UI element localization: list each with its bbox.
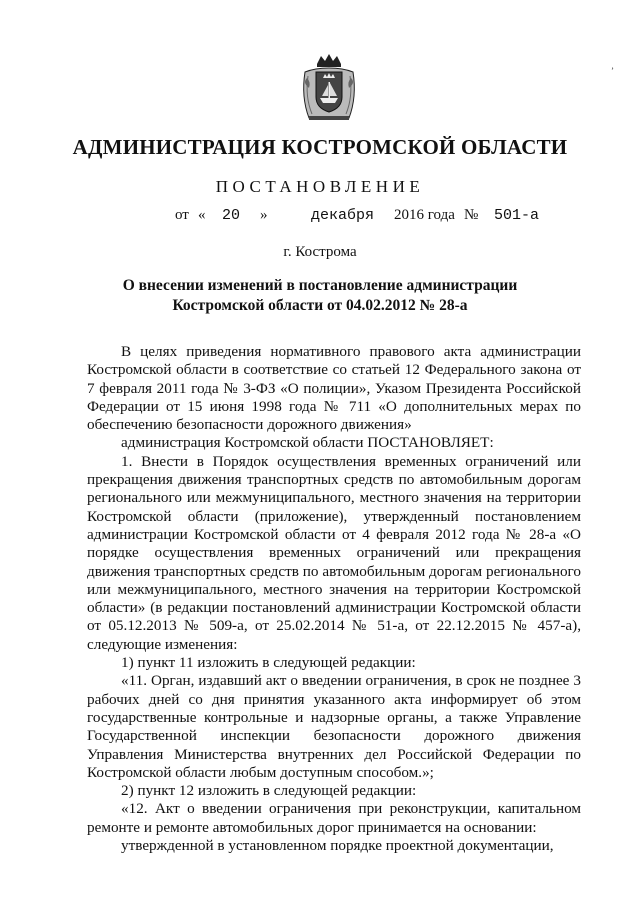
paragraph-preamble: В целях приведения нормативного правового акта администрации Костромской области в соответствие со статьей 12 Федерального закона от 7 февраля 2011 года № 3-ФЗ «О полиции», Указом Президента Российской Федерации от 15 июня 1998 года № 711 «О дополнительных мерах по обеспечению безопасности дорожного движения»: [87, 343, 581, 434]
corner-mark: ʼ: [611, 66, 614, 76]
document-type: ПОСТАНОВЛЕНИЕ: [215, 177, 425, 196]
paragraph-clause-12-basis: утвержденной в установленном порядке проектной документации,: [121, 837, 554, 855]
date-year: 2016 года: [394, 207, 455, 223]
city: г. Кострома: [283, 244, 357, 260]
organization-title: АДМИНИСТРАЦИЯ КОСТРОМСКОЙ ОБЛАСТИ: [72, 135, 568, 159]
date-day: 20: [222, 207, 241, 224]
date-month: декабря: [311, 207, 375, 224]
paragraph-clause-11: «11. Орган, издавший акт о введении ограничения, в срок не позднее 3 рабочих дней со дня принятия указанного акта информирует об этом государственные контрольные и надзорные органы, а также Управление Государственной инспекции безопасности дорожного движения Управления Министерства внутренних дел Российской Федерации по Костромской области любым доступным способом.»;: [87, 672, 581, 781]
number-sign: №: [464, 207, 479, 223]
paragraph-clause-12: «12. Акт о введении ограничения при реконструкции, капитальном ремонте и ремонте автомобильных дорог принимается на основании:: [87, 800, 581, 836]
document-number: 501-а: [494, 207, 540, 224]
paragraph-subitem-1: 1) пункт 11 изложить в следующей редакции:: [121, 654, 416, 672]
coat-of-arms-icon: [299, 52, 359, 124]
document-body: [87, 343, 581, 855]
date-open-quote: «: [198, 207, 206, 223]
paragraph-resolves: администрация Костромской области ПОСТАНОВЛЯЕТ:: [121, 434, 494, 452]
paragraph-subitem-2: 2) пункт 12 изложить в следующей редакции:: [121, 782, 417, 800]
paragraph-item-1: 1. Внести в Порядок осуществления временных ограничений или прекращения движения транспортных средств по автомобильным дорогам регионального или межмуниципального, местного значения на территории Костромской области (приложение), утвержденный постановлением администрации Костромской области от 4 февраля 2012 года № 28-а «О порядке осуществления временных ограничений или прекращения движения транспортных средств по автомобильным дорогам регионального или межмуниципального, местного значения на территории Костромской области» (в редакции постановлений администрации Костромской области от 05.12.2013 № 509-а, от 25.02.2014 № 51-а, от 22.12.2015 № 457-а), следующие изменения:: [87, 452, 581, 653]
date-from: от: [175, 207, 189, 223]
subject-line: О внесении изменений в постановление администрации: [122, 277, 518, 294]
date-close-quote: »: [260, 207, 268, 223]
subject-line: Костромской области от 04.02.2012 № 28-а: [172, 297, 468, 314]
document-subject: [60, 276, 580, 316]
